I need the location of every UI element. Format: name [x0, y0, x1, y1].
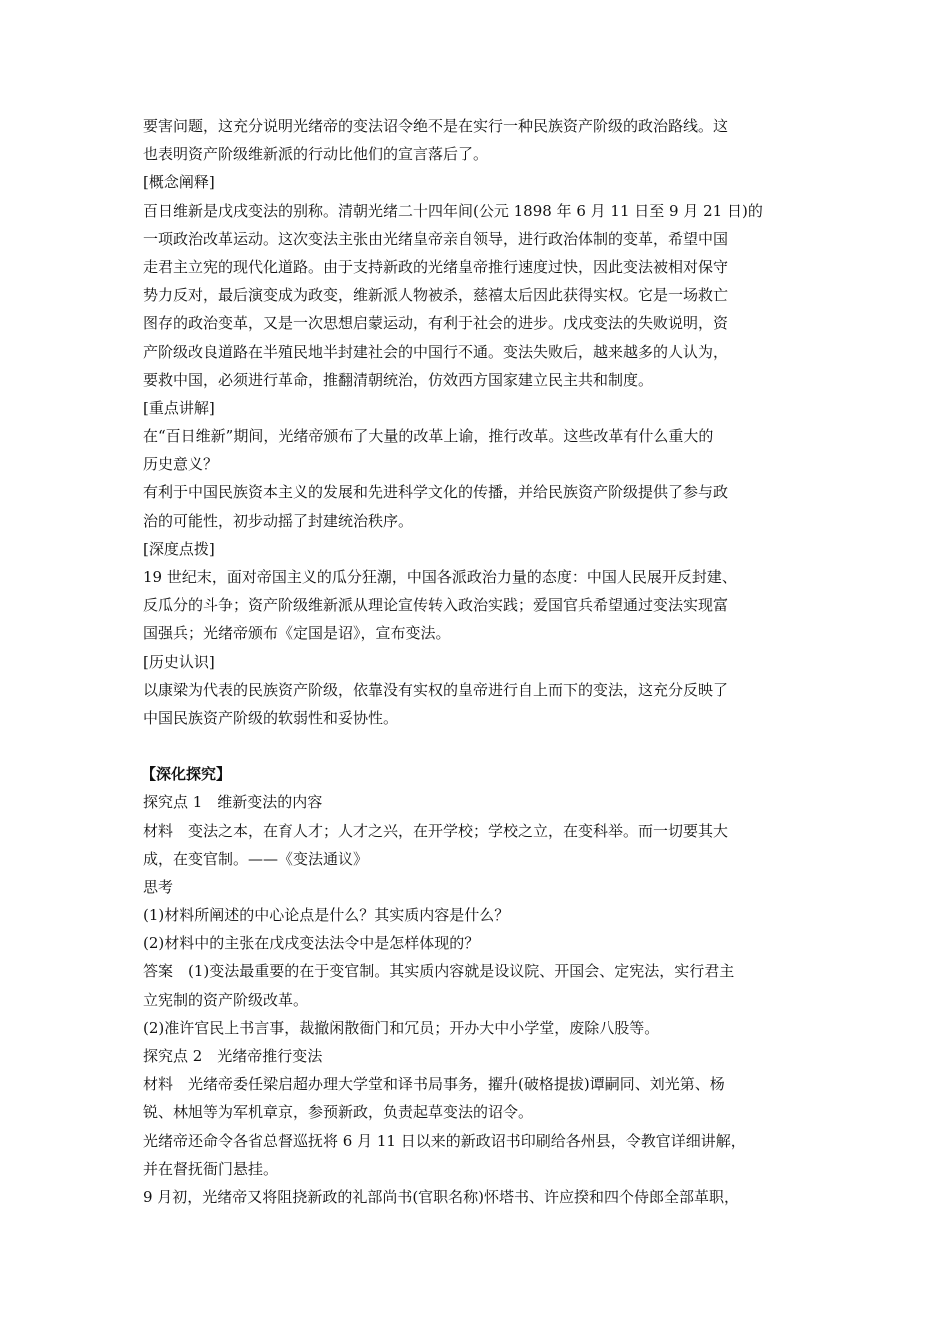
- paragraph-line: 中国民族资产阶级的软弱性和妥协性。: [143, 708, 399, 727]
- paragraph-line: 反瓜分的斗争；资产阶级维新派从理论宣传转入政治实践；爱国官兵希望通过变法实现富: [143, 596, 729, 615]
- paragraph-line: 也表明资产阶级维新派的行动比他们的宣言落后了。: [143, 145, 489, 164]
- paragraph-line: 治的可能性，初步动摇了封建统治秩序。: [143, 511, 414, 530]
- question-line: (2)材料中的主张在戊戌变法法令中是怎样体现的？: [143, 934, 480, 953]
- paragraph-line: 产阶级改良道路在半殖民地半封建社会的中国行不通。变法失败后，越来越多的人认为，: [143, 342, 729, 361]
- paragraph-line: 材料 光绪帝委任梁启超办理大学堂和译书局事务，擢升(破格提拔)谭嗣同、刘光第、杨: [143, 1075, 725, 1094]
- paragraph-line: 图存的政治变革，又是一次思想启蒙运动，有利于社会的进步。戊戌变法的失败说明，资: [143, 314, 729, 333]
- paragraph-line: 要救中国，必须进行革命，推翻清朝统治，仿效西方国家建立民主共和制度。: [143, 370, 654, 389]
- paragraph-line: 势力反对，最后演变成为政变，维新派人物被杀，慈禧太后因此获得实权。它是一场救亡: [143, 286, 729, 305]
- paragraph-line: 成，在变官制。——《变法通议》: [143, 849, 369, 868]
- answer-line: (2)准许官民上书言事，裁撤闲散衙门和冗员；开办大中小学堂，废除八股等。: [143, 1018, 660, 1037]
- paragraph-gap: [143, 732, 823, 760]
- paragraph-line: 19 世纪末，面对帝国主义的瓜分狂潮，中国各派政治力量的态度：中国人民展开反封建、: [143, 568, 737, 586]
- paragraph-line: 要害问题，这充分说明光绪帝的变法诏令绝不是在实行一种民族资产阶级的政治路线。这: [143, 117, 729, 135]
- section-label: [概念阐释]: [143, 173, 215, 192]
- paragraph-line: 光绪帝还命令各省总督巡抚将 6 月 11 日以来的新政诏书印刷给各州县，令教官详细讲解，: [143, 1131, 746, 1150]
- section-label: [深度点拨]: [143, 539, 215, 558]
- document-page: [143, 112, 823, 1211]
- paragraph-line: 百日维新是戊戌变法的别称。清朝光绪二十四年间(公元 1898 年 6 月 11 日至 9 月 21 日)的: [143, 201, 763, 220]
- question-line: (1)材料所阐述的中心论点是什么？其实质内容是什么？: [143, 906, 510, 925]
- paragraph-line: 思考: [143, 877, 174, 896]
- paragraph-line: 历史意义？: [143, 455, 219, 474]
- paragraph-line: 材料 变法之本，在育人才；人才之兴，在开学校；学校之立，在变科举。而一切要其大: [143, 821, 729, 840]
- section-label: [重点讲解]: [143, 398, 215, 417]
- paragraph-line: 有利于中国民族资本主义的发展和先进科学文化的传播，并给民族资产阶级提供了参与政: [143, 483, 729, 502]
- answer-line: 答案 (1)变法最重要的在于变官制。其实质内容就是设议院、开国会、定宪法，实行君主: [143, 962, 735, 981]
- paragraph-line: 在“百日维新”期间，光绪帝颁布了大量的改革上谕，推行改革。这些改革有什么重大的: [143, 427, 714, 446]
- section-label: [历史认识]: [143, 652, 215, 671]
- section-heading: 【深化探究】: [141, 765, 232, 784]
- paragraph-line: 走君主立宪的现代化道路。由于支持新政的光绪皇帝推行速度过快，因此变法被相对保守: [143, 257, 729, 276]
- subsection-title: 探究点 1 维新变法的内容: [143, 793, 323, 812]
- paragraph-line: 并在督抚衙门悬挂。: [143, 1159, 279, 1178]
- paragraph-line: 锐、林旭等为军机章京，参预新政，负责起草变法的诏令。: [143, 1103, 534, 1122]
- paragraph-line: 国强兵；光绪帝颁布《定国是诏》，宣布变法。: [143, 624, 451, 643]
- answer-line: 立宪制的资产阶级改革。: [143, 990, 309, 1009]
- paragraph-line: 一项政治改革运动。这次变法主张由光绪皇帝亲自领导，进行政治体制的变革，希望中国: [143, 229, 729, 248]
- paragraph-line: 以康梁为代表的民族资产阶级，依靠没有实权的皇帝进行自上而下的变法，这充分反映了: [143, 680, 729, 699]
- paragraph-line: 9 月初，光绪帝又将阻挠新政的礼部尚书(官职名称)怀塔书、许应揆和四个侍郎全部革职，: [143, 1187, 740, 1206]
- subsection-title: 探究点 2 光绪帝推行变法: [143, 1047, 323, 1065]
